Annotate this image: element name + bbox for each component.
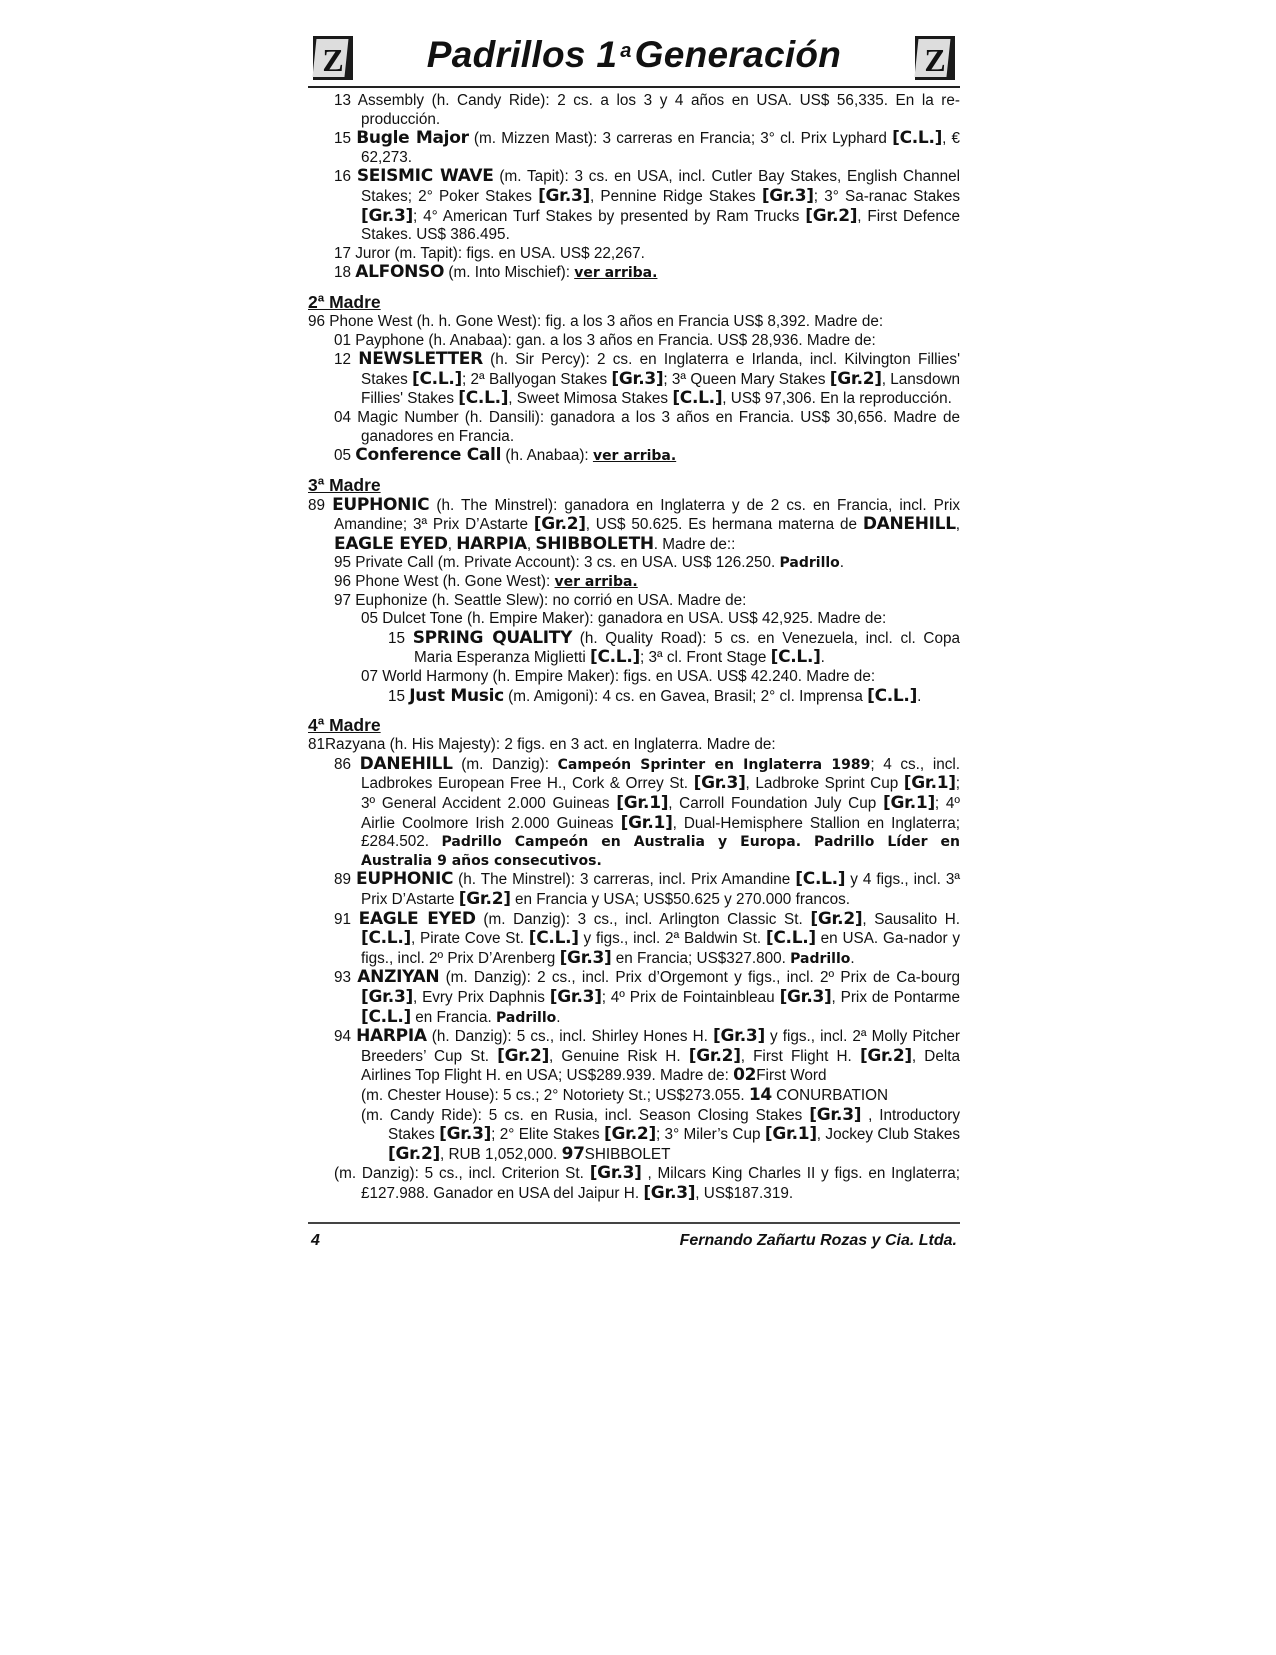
dam-entry: 96 Phone West (h. h. Gone West): fig. a los 3 años en Francia US$ 8,392. Madre de: [308, 312, 884, 330]
offspring-entry: 05 Dulcet Tone (h. Empire Maker): ganadora en USA. US$ 42,925. Madre de: [361, 610, 887, 628]
svg-text:Z: Z [924, 42, 946, 78]
offspring-entry: 89 EUPHONIC (h. The Minstrel): 3 carreras, incl. Prix Amandine [C.L.] y 4 figs., incl. 3ª Prix D’Astarte [Gr.2] en Francia y USA; US$50.625 y 270.000 francos. [334, 869, 961, 909]
page-title: Padrillos 1 $^a$Generación [426, 34, 842, 75]
offspring-entry: 13 Assembly (h. Candy Ride): 2 cs. a los 3 y 4 años en USA. US$ 56,335. En la re-producción. [334, 92, 960, 128]
offspring-entry: 07 World Harmony (h. Empire Maker): figs. en USA. US$ 42.240. Madre de: [361, 668, 876, 686]
offspring-entry: (m. Chester House): 5 cs.; 2° Notoriety St.; US$273.055. 14 CONURBATION [361, 1084, 889, 1105]
offspring-entry: 86 DANEHILL (m. Danzig): Campeón Sprinter en Inglaterra 1989; 4 cs., incl. Ladbrokes European Free H., Cork & Orrey St. [Gr.3], Ladbroke Sprint Cup [Gr.1]; 3º General Accident 2.000 Guineas [Gr.1], Carroll Foundation July Cup [Gr.1]; 4º Airlie Coolmore Irish 2.000 Guineas [Gr.1], Dual-Hemisphere Stallion en Inglaterra; £284.502. Padrillo Campeón en Australia y Europa. Padrillo Líder en Australia 9 años consecutivos. [334, 753, 961, 869]
section-heading-3rd-dam: 3ª Madre [308, 474, 381, 495]
offspring-entry: 17 Juror (m. Tapit): figs. en USA. US$ 22,267. [334, 244, 645, 262]
offspring-entry: 15 Bugle Major (m. Mizzen Mast): 3 carreras en Francia; 3° cl. Prix Lyphard [C.L.], € 62,273. [334, 128, 961, 166]
section-heading-2nd-dam: 2ª Madre [308, 291, 381, 312]
pedigree-content [308, 92, 960, 1203]
offspring-entry: 12 NEWSLETTER (h. Sir Percy): 2 cs. en Inglaterra e Irlanda, incl. Kilvington Fillies' Stakes [C.L.]; 2ª Ballyogan Stakes [Gr.3]; 3ª Queen Mary Stakes [Gr.2], Lansdown Fillies' Stakes [C.L.], Sweet Mimosa Stakes [C.L.], US$ 97,306. En la reproducción. [334, 349, 961, 409]
page-number: 4 [311, 1232, 320, 1249]
dam-entry: 81Razyana (h. His Majesty): 2 figs. en 3 act. en Inglaterra. Madre de: [308, 736, 776, 754]
offspring-entry: 97 Euphonize (h. Seattle Slew): no corrió en USA. Madre de: [334, 591, 747, 609]
offspring-entry: 18 ALFONSO (m. Into Mischief): ver arriba. [334, 262, 658, 283]
offspring-entry: 01 Payphone (h. Anabaa): gan. a los 3 años en Francia. US$ 28,936. Madre de: [334, 331, 876, 349]
offspring-entry: 05 Conference Call (h. Anabaa): ver arriba. [334, 445, 677, 466]
offspring-entry: (m. Danzig): 5 cs., incl. Criterion St. [Gr.3] , Milcars King Charles II y figs. en Inglaterra; £127.988. Ganador en USA del Jaipur H. [Gr.3], US$187.319. [334, 1163, 961, 1203]
offspring-entry: 95 Private Call (m. Private Account): 3 cs. en USA. US$ 126.250. Padrillo. [334, 554, 845, 572]
offspring-entry: 15 Just Music (m. Amigoni): 4 cs. en Gavea, Brasil; 2° cl. Imprensa [C.L.]. [388, 685, 922, 706]
section-heading-4th-dam: 4ª Madre [308, 715, 381, 736]
offspring-entry: 15 SPRING QUALITY (h. Quality Road): 5 cs. en Venezuela, incl. cl. Copa Maria Esperanza Miglietti [C.L.]; 3ª cl. Front Stage [C.L.]. [388, 627, 960, 668]
offspring-entry: 16 SEISMIC WAVE (m. Tapit): 3 cs. en USA, incl. Cutler Bay Stakes, English Channel Stakes; 2° Poker Stakes [Gr.3], Pennine Ridge Stakes [Gr.3]; 3° Sa-ranac Stakes [Gr.3]; 4° American Turf Stakes by presented by Ram Trucks [Gr.2], First Defence Stakes. US$ 386.495. [334, 166, 961, 244]
offspring-entry: 04 Magic Number (h. Dansili): ganadora a los 3 años en Francia. US$ 30,656. Madre de ganadores en Francia. [334, 408, 960, 445]
zr-logo-icon [913, 34, 957, 82]
offspring-entry: 93 ANZIYAN (m. Danzig): 2 cs., incl. Prix d’Orgemont y figs., incl. 2º Prix de Ca-bourg [Gr.3], Evry Prix Daphnis [Gr.3]; 4º Prix de Fointainbleau [Gr.3], Prix de Pontarme [C.L.] en Francia. Padrillo. [334, 967, 961, 1027]
svg-text:Z: Z [322, 42, 344, 78]
page-header [308, 30, 960, 88]
offspring-entry: (m. Candy Ride): 5 cs. en Rusia, incl. Season Closing Stakes [Gr.3] , Introductory Stakes [Gr.3]; 2° Elite Stakes [Gr.2]; 3° Miler’s Cup [Gr.1], Jockey Club Stakes [Gr.2], RUB 1,052,000. 97SHIBBOLET [361, 1104, 961, 1164]
offspring-entry: 91 EAGLE EYED (m. Danzig): 3 cs., incl. Arlington Classic St. [Gr.2], Sausalito H. [C.L.], Pirate Cove St. [C.L.] y figs., incl. 2ª Baldwin St. [C.L.] en USA. Ga-nador y figs., incl. 2º Prix D’Arenberg [Gr.3] en Francia; US$327.800. Padrillo. [334, 908, 961, 968]
document-page [308, 30, 960, 1203]
page-footer [308, 1222, 960, 1249]
company-name: Fernando Zañartu Rozas y Cia. Ltda. [679, 1232, 957, 1249]
offspring-entry: 94 HARPIA (h. Danzig): 5 cs., incl. Shirley Hones H. [Gr.3] y figs., incl. 2ª Molly Pitcher Breeders’ Cup St. [Gr.2], Genuine Risk H. [Gr.2], First Flight H. [Gr.2], Delta Airlines Top Flight H. en USA; US$289.939. Madre de: 02First Word [334, 1026, 961, 1086]
dam-entry: 89 EUPHONIC (h. The Minstrel): ganadora en Inglaterra y de 2 cs. en Francia, incl. Prix Amandine; 3ª Prix D’Astarte [Gr.2], US$ 50.625. Es hermana materna de DANEHILL, EAGLE EYED, HARPIA, SHIBBOLETH. Madre de:: [308, 494, 960, 554]
offspring-entry: 96 Phone West (h. Gone West): ver arriba. [334, 573, 638, 591]
